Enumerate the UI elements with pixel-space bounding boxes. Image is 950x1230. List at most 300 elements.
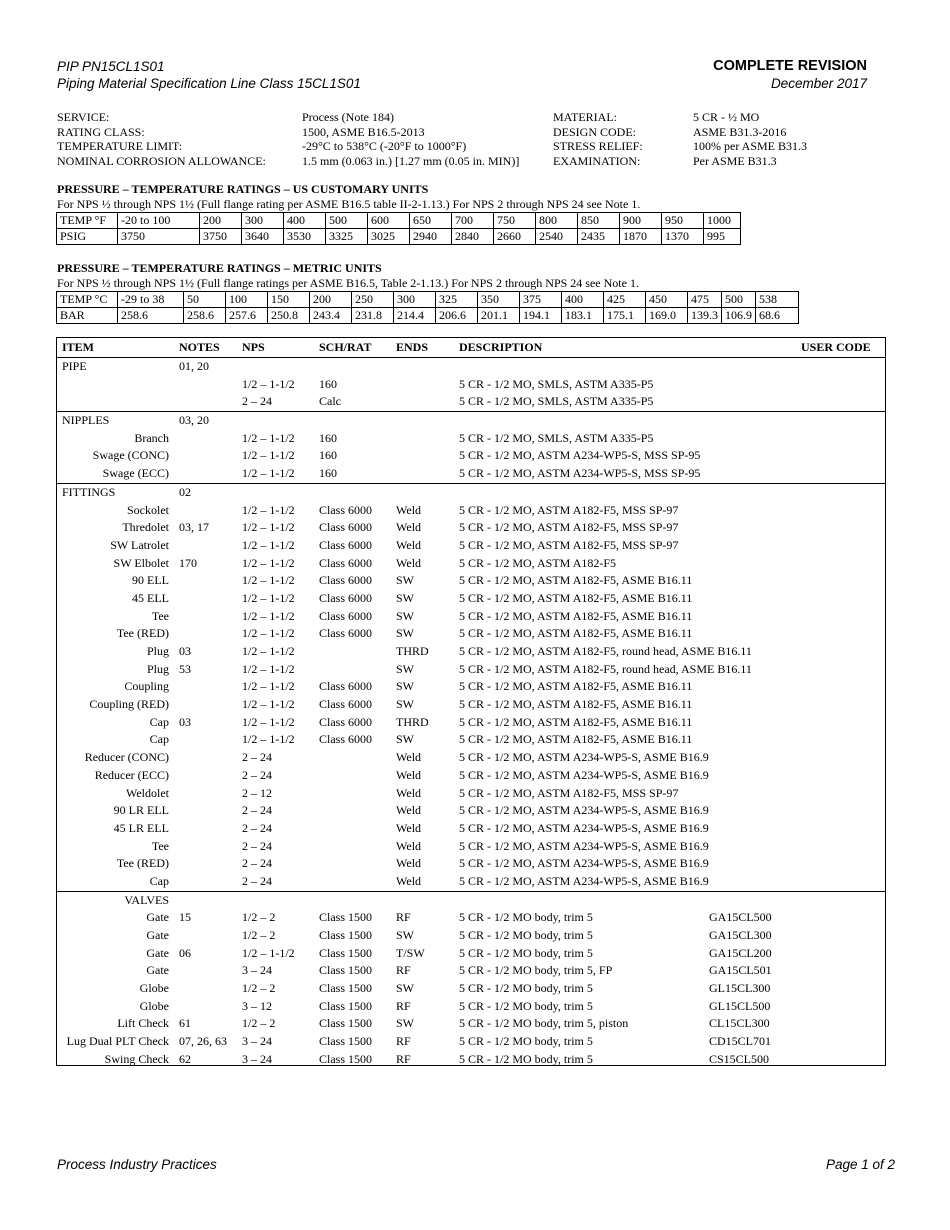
table-row bbox=[57, 785, 885, 803]
pressure-cell: 258.6 bbox=[118, 308, 184, 324]
sch-rat-cell: Class 6000 bbox=[319, 502, 373, 517]
pressure-cell: 68.6 bbox=[756, 308, 799, 324]
ends-cell: SW bbox=[396, 679, 414, 694]
item-cell: Branch bbox=[134, 430, 169, 445]
nps-cell: 2 – 24 bbox=[242, 394, 272, 409]
pressure-cell: 201.1 bbox=[478, 308, 520, 324]
table-row bbox=[57, 891, 885, 910]
nps-cell: 1/2 – 1-1/2 bbox=[242, 661, 295, 676]
item-cell: Lift Check bbox=[117, 1016, 169, 1031]
table-row bbox=[57, 678, 885, 696]
info-value: 5 CR - ½ MO bbox=[693, 110, 760, 124]
table-row bbox=[57, 696, 885, 714]
temp-cell: 300 bbox=[242, 213, 284, 229]
pressure-cell: 169.0 bbox=[646, 308, 688, 324]
col-item-header: ITEM bbox=[62, 340, 95, 354]
table-row bbox=[57, 555, 885, 573]
table-row bbox=[57, 393, 885, 411]
nps-cell: 2 – 12 bbox=[242, 785, 272, 800]
nps-cell: 1/2 – 1-1/2 bbox=[242, 590, 295, 605]
temp-cell: 450 bbox=[646, 292, 688, 308]
nps-cell: 1/2 – 1-1/2 bbox=[242, 644, 295, 658]
nps-cell: 1/2 – 1-1/2 bbox=[242, 679, 295, 694]
temp-cell: 50 bbox=[184, 292, 226, 308]
nps-cell: 1/2 – 1-1/2 bbox=[242, 714, 295, 729]
temp-label: TEMP °F bbox=[57, 213, 118, 229]
doc-id: PIP PN15CL1S01 bbox=[57, 59, 165, 74]
pressure-cell: 2840 bbox=[452, 229, 494, 245]
info-label: TEMPERATURE LIMIT: bbox=[57, 139, 183, 154]
table-row bbox=[57, 945, 885, 963]
user-code-cell: GA15CL501 bbox=[709, 963, 772, 978]
item-cell: Gate bbox=[146, 910, 169, 925]
description-cell: 5 CR - 1/2 MO, ASTM A234-WP5-S, ASME B16.9 bbox=[459, 873, 709, 888]
table-row bbox=[57, 1051, 885, 1069]
ends-cell: Weld bbox=[396, 555, 422, 570]
item-cell: Gate bbox=[146, 963, 169, 978]
pressure-cell: 1370 bbox=[662, 229, 704, 245]
temp-cell: 325 bbox=[436, 292, 478, 308]
temp-cell: 200 bbox=[310, 292, 352, 308]
item-cell: 90 LR ELL bbox=[113, 803, 169, 818]
description-cell: 5 CR - 1/2 MO, ASTM A182-F5, ASME B16.11 bbox=[459, 679, 693, 694]
components-table-header bbox=[57, 338, 885, 358]
info-label: STRESS RELIEF: bbox=[553, 139, 643, 154]
item-cell: FITTINGS bbox=[62, 484, 116, 499]
temp-cell: 350 bbox=[478, 292, 520, 308]
col-nps-header: NPS bbox=[242, 340, 265, 354]
ends-cell: SW bbox=[396, 590, 414, 605]
pressure-cell: 231.8 bbox=[352, 308, 394, 324]
description-cell: 5 CR - 1/2 MO, ASTM A234-WP5-S, ASME B16.9 bbox=[459, 803, 709, 818]
item-cell: Tee (RED) bbox=[116, 856, 169, 871]
nps-cell: 1/2 – 1-1/2 bbox=[242, 945, 295, 960]
pressure-cell: 3530 bbox=[284, 229, 326, 245]
temp-cell: 500 bbox=[326, 213, 368, 229]
notes-cell: 01, 20 bbox=[179, 359, 209, 373]
nps-cell: 1/2 – 1-1/2 bbox=[242, 466, 295, 481]
nps-cell: 2 – 24 bbox=[242, 767, 272, 782]
description-cell: 5 CR - 1/2 MO, ASTM A182-F5, round head, ASME B16.11 bbox=[459, 644, 752, 658]
item-cell: Reducer (ECC) bbox=[94, 767, 169, 782]
table-row bbox=[57, 998, 885, 1016]
sch-rat-cell: Calc bbox=[319, 394, 341, 409]
item-cell: Coupling (RED) bbox=[89, 697, 169, 712]
ends-cell: Weld bbox=[396, 767, 422, 782]
info-value: Per ASME B31.3 bbox=[693, 154, 777, 169]
us-ratings-table bbox=[56, 212, 741, 245]
table-row bbox=[57, 537, 885, 555]
ends-cell: SW bbox=[396, 697, 414, 712]
description-cell: 5 CR - 1/2 MO body, trim 5, FP bbox=[459, 963, 613, 978]
table-row bbox=[57, 519, 885, 537]
ends-cell: Weld bbox=[396, 820, 422, 835]
item-cell: Globe bbox=[139, 981, 169, 996]
pressure-row bbox=[57, 308, 799, 324]
table-row bbox=[57, 714, 885, 732]
table-row bbox=[57, 502, 885, 520]
notes-cell: 61 bbox=[179, 1016, 191, 1031]
table-row bbox=[57, 927, 885, 945]
pressure-cell: 1870 bbox=[620, 229, 662, 245]
nps-cell: 2 – 24 bbox=[242, 750, 272, 765]
ends-cell: Weld bbox=[396, 750, 422, 765]
col-desc-header: DESCRIPTION bbox=[459, 340, 543, 354]
description-cell: 5 CR - 1/2 MO, ASTM A234-WP5-S, MSS SP-95 bbox=[459, 466, 701, 481]
description-cell: 5 CR - 1/2 MO, ASTM A234-WP5-S, MSS SP-95 bbox=[459, 448, 701, 463]
description-cell: 5 CR - 1/2 MO, SMLS, ASTM A335-P5 bbox=[459, 430, 654, 445]
description-cell: 5 CR - 1/2 MO, ASTM A234-WP5-S, ASME B16.9 bbox=[459, 838, 709, 853]
nps-cell: 1/2 – 2 bbox=[242, 981, 276, 996]
ends-cell: THRD bbox=[396, 714, 429, 729]
document-header-left bbox=[57, 58, 361, 92]
footer-left: Process Industry Practices bbox=[57, 1157, 217, 1172]
item-cell: Swing Check bbox=[104, 1051, 169, 1066]
nps-cell: 1/2 – 1-1/2 bbox=[242, 502, 295, 517]
temp-cell: 400 bbox=[284, 213, 326, 229]
notes-cell: 03, 20 bbox=[179, 413, 209, 428]
sch-rat-cell: Class 6000 bbox=[319, 626, 373, 641]
nps-cell: 2 – 24 bbox=[242, 803, 272, 818]
nps-cell: 3 – 24 bbox=[242, 963, 272, 978]
description-cell: 5 CR - 1/2 MO body, trim 5 bbox=[459, 998, 593, 1013]
table-row bbox=[57, 465, 885, 483]
table-row bbox=[57, 838, 885, 856]
pressure-cell: 258.6 bbox=[184, 308, 226, 324]
item-cell: Cap bbox=[149, 873, 169, 888]
ends-cell: Weld bbox=[396, 838, 422, 853]
ends-cell: SW bbox=[396, 573, 414, 588]
item-cell: Cap bbox=[149, 732, 169, 747]
info-value: 1500, ASME B16.5-2013 bbox=[302, 124, 425, 139]
description-cell: 5 CR - 1/2 MO, ASTM A182-F5, ASME B16.11 bbox=[459, 626, 693, 641]
description-cell: 5 CR - 1/2 MO, ASTM A182-F5, ASME B16.11 bbox=[459, 697, 693, 712]
nps-cell: 3 – 12 bbox=[242, 998, 272, 1013]
user-code-cell: CS15CL500 bbox=[709, 1051, 770, 1066]
pressure-cell: 2660 bbox=[494, 229, 536, 245]
table-row bbox=[57, 767, 885, 785]
description-cell: 5 CR - 1/2 MO body, trim 5 bbox=[459, 981, 593, 996]
info-value: -29°C to 538°C (-20°F to 1000°F) bbox=[302, 139, 467, 154]
metric-ratings-note: For NPS ½ through NPS 1½ (Full flange ratings per ASME B16.5, Table 2-1.13.) For NPS 2 through NPS 24 see Note 1. bbox=[57, 276, 639, 290]
pressure-cell: 194.1 bbox=[520, 308, 562, 324]
notes-cell: 53 bbox=[179, 661, 191, 676]
notes-cell: 07, 26, 63 bbox=[179, 1034, 227, 1049]
temp-cell: 700 bbox=[452, 213, 494, 229]
us-ratings-note: For NPS ½ through NPS 1½ (Full flange rating per ASME B16.5 table II-2-1.13.) For NPS 2 through NPS 24 see Note 1. bbox=[57, 197, 641, 211]
item-cell: Swage (CONC) bbox=[92, 448, 169, 463]
info-value: Process (Note 184) bbox=[302, 110, 394, 124]
notes-cell: 03 bbox=[179, 644, 191, 658]
pressure-cell: 139.3 bbox=[688, 308, 722, 324]
ends-cell: SW bbox=[396, 608, 414, 623]
user-code-cell: CD15CL701 bbox=[709, 1034, 772, 1049]
ends-cell: RF bbox=[396, 963, 411, 978]
item-cell: Plug bbox=[146, 661, 169, 676]
notes-cell: 03 bbox=[179, 714, 191, 729]
temp-cell: 150 bbox=[268, 292, 310, 308]
temp-row bbox=[57, 292, 799, 308]
temp-cell: 425 bbox=[604, 292, 646, 308]
description-cell: 5 CR - 1/2 MO, ASTM A182-F5 bbox=[459, 555, 617, 570]
notes-cell: 02 bbox=[179, 484, 191, 499]
ends-cell: RF bbox=[396, 910, 411, 925]
nps-cell: 1/2 – 1-1/2 bbox=[242, 697, 295, 712]
item-cell: Sockolet bbox=[127, 502, 169, 517]
temp-cell: -29 to 38 bbox=[118, 292, 184, 308]
info-left-labels bbox=[57, 110, 266, 169]
nps-cell: 3 – 24 bbox=[242, 1051, 272, 1066]
sch-rat-cell: Class 6000 bbox=[319, 520, 373, 535]
description-cell: 5 CR - 1/2 MO, ASTM A182-F5, ASME B16.11 bbox=[459, 608, 693, 623]
pressure-cell: 3640 bbox=[242, 229, 284, 245]
sch-rat-cell: Class 1500 bbox=[319, 998, 373, 1013]
temp-cell: 400 bbox=[562, 292, 604, 308]
user-code-cell: GL15CL300 bbox=[709, 981, 771, 996]
description-cell: 5 CR - 1/2 MO, ASTM A182-F5, MSS SP-97 bbox=[459, 785, 679, 800]
sch-rat-cell: Class 6000 bbox=[319, 732, 373, 747]
nps-cell: 2 – 24 bbox=[242, 838, 272, 853]
info-value: ASME B31.3-2016 bbox=[693, 124, 787, 139]
user-code-cell: GA15CL500 bbox=[709, 910, 772, 925]
pressure-cell: 175.1 bbox=[604, 308, 646, 324]
notes-cell: 62 bbox=[179, 1051, 191, 1066]
notes-cell: 06 bbox=[179, 945, 191, 960]
info-label: DESIGN CODE: bbox=[553, 124, 636, 139]
user-code-cell: GA15CL300 bbox=[709, 928, 772, 942]
pressure-label: PSIG bbox=[57, 229, 118, 245]
description-cell: 5 CR - 1/2 MO, ASTM A182-F5, ASME B16.11 bbox=[459, 573, 693, 588]
notes-cell: 03, 17 bbox=[179, 520, 209, 535]
info-label: MATERIAL: bbox=[553, 110, 617, 124]
item-cell: PIPE bbox=[62, 359, 87, 373]
temp-cell: 800 bbox=[536, 213, 578, 229]
description-cell: 5 CR - 1/2 MO body, trim 5 bbox=[459, 945, 593, 960]
description-cell: 5 CR - 1/2 MO, ASTM A234-WP5-S, ASME B16.9 bbox=[459, 820, 709, 835]
ends-cell: Weld bbox=[396, 502, 422, 517]
table-row bbox=[57, 358, 885, 376]
item-cell: Reducer (CONC) bbox=[84, 750, 169, 765]
table-row bbox=[57, 447, 885, 465]
item-cell: Tee (RED) bbox=[116, 626, 169, 641]
temp-cell: 850 bbox=[578, 213, 620, 229]
nps-cell: 1/2 – 1-1/2 bbox=[242, 448, 295, 463]
us-ratings-title: PRESSURE – TEMPERATURE RATINGS – US CUSTOMARY UNITS bbox=[57, 182, 429, 196]
col-sch-header: SCH/RAT bbox=[319, 340, 372, 354]
pressure-cell: 995 bbox=[704, 229, 741, 245]
doc-title: Piping Material Specification Line Class 15CL1S01 bbox=[57, 76, 361, 91]
nps-cell: 1/2 – 2 bbox=[242, 928, 276, 942]
temp-cell: 650 bbox=[410, 213, 452, 229]
ends-cell: THRD bbox=[396, 644, 429, 658]
sch-rat-cell: 160 bbox=[319, 430, 337, 445]
description-cell: 5 CR - 1/2 MO body, trim 5 bbox=[459, 910, 593, 925]
item-cell: SW Elbolet bbox=[113, 555, 169, 570]
notes-cell: 170 bbox=[179, 555, 197, 570]
pressure-cell: 257.6 bbox=[226, 308, 268, 324]
table-row bbox=[57, 962, 885, 980]
temp-cell: 100 bbox=[226, 292, 268, 308]
table-row bbox=[57, 483, 885, 502]
sch-rat-cell: 160 bbox=[319, 376, 337, 391]
table-row bbox=[57, 873, 885, 891]
ends-cell: T/SW bbox=[396, 945, 425, 960]
pressure-cell: 2940 bbox=[410, 229, 452, 245]
pressure-cell: 3325 bbox=[326, 229, 368, 245]
description-cell: 5 CR - 1/2 MO, ASTM A182-F5, round head, ASME B16.11 bbox=[459, 661, 752, 676]
table-row bbox=[57, 980, 885, 998]
nps-cell: 2 – 24 bbox=[242, 873, 272, 888]
table-row bbox=[57, 1033, 885, 1051]
sch-rat-cell: Class 1500 bbox=[319, 1034, 373, 1049]
ends-cell: SW bbox=[396, 661, 414, 676]
temp-cell: 250 bbox=[352, 292, 394, 308]
table-row bbox=[57, 643, 885, 661]
table-row bbox=[57, 572, 885, 590]
sch-rat-cell: 160 bbox=[319, 448, 337, 463]
info-left-values bbox=[302, 110, 519, 169]
ends-cell: SW bbox=[396, 732, 414, 747]
pressure-cell: 3750 bbox=[200, 229, 242, 245]
temp-cell: -20 to 100 bbox=[118, 213, 200, 229]
item-cell: VALVES bbox=[124, 892, 169, 907]
pressure-cell: 2435 bbox=[578, 229, 620, 245]
nps-cell: 1/2 – 1-1/2 bbox=[242, 732, 295, 747]
description-cell: 5 CR - 1/2 MO, SMLS, ASTM A335-P5 bbox=[459, 394, 654, 409]
pressure-cell: 214.4 bbox=[394, 308, 436, 324]
item-cell: Tee bbox=[151, 608, 169, 623]
sch-rat-cell: Class 1500 bbox=[319, 910, 373, 925]
info-label: SERVICE: bbox=[57, 110, 110, 124]
pressure-cell: 3025 bbox=[368, 229, 410, 245]
ends-cell: Weld bbox=[396, 520, 422, 535]
temp-cell: 950 bbox=[662, 213, 704, 229]
sch-rat-cell: Class 6000 bbox=[319, 537, 373, 552]
item-cell: Swage (ECC) bbox=[102, 466, 169, 481]
description-cell: 5 CR - 1/2 MO, ASTM A234-WP5-S, ASME B16.9 bbox=[459, 750, 709, 765]
table-row bbox=[57, 608, 885, 626]
description-cell: 5 CR - 1/2 MO, ASTM A182-F5, ASME B16.11 bbox=[459, 732, 693, 747]
description-cell: 5 CR - 1/2 MO body, trim 5 bbox=[459, 928, 593, 942]
temp-cell: 900 bbox=[620, 213, 662, 229]
description-cell: 5 CR - 1/2 MO, ASTM A182-F5, MSS SP-97 bbox=[459, 520, 679, 535]
ends-cell: SW bbox=[396, 928, 414, 942]
sch-rat-cell: Class 6000 bbox=[319, 573, 373, 588]
table-row bbox=[57, 749, 885, 767]
temp-cell: 475 bbox=[688, 292, 722, 308]
item-cell: Lug Dual PLT Check bbox=[66, 1034, 169, 1049]
item-cell: NIPPLES bbox=[62, 413, 110, 428]
nps-cell: 2 – 24 bbox=[242, 856, 272, 871]
user-code-cell: GA15CL200 bbox=[709, 945, 772, 960]
sch-rat-cell: Class 1500 bbox=[319, 945, 373, 960]
info-value: 1.5 mm (0.063 in.) [1.27 mm (0.05 in. MIN)] bbox=[302, 154, 520, 169]
ends-cell: RF bbox=[396, 1051, 411, 1066]
item-cell: SW Latrolet bbox=[110, 537, 169, 552]
item-cell: 90 ELL bbox=[132, 573, 169, 588]
nps-cell: 3 – 24 bbox=[242, 1034, 272, 1049]
item-cell: 45 LR ELL bbox=[113, 820, 169, 835]
metric-ratings-title: PRESSURE – TEMPERATURE RATINGS – METRIC UNITS bbox=[57, 261, 382, 275]
pressure-cell: 2540 bbox=[536, 229, 578, 245]
description-cell: 5 CR - 1/2 MO, ASTM A234-WP5-S, ASME B16.9 bbox=[459, 856, 709, 871]
item-cell: Coupling bbox=[124, 679, 169, 694]
table-row bbox=[57, 802, 885, 820]
temp-cell: 600 bbox=[368, 213, 410, 229]
sch-rat-cell: 160 bbox=[319, 466, 337, 481]
ends-cell: Weld bbox=[396, 856, 422, 871]
item-cell: Thredolet bbox=[122, 520, 169, 535]
temp-cell: 300 bbox=[394, 292, 436, 308]
col-ends-header: ENDS bbox=[396, 340, 429, 354]
temp-cell: 500 bbox=[722, 292, 756, 308]
nps-cell: 1/2 – 1-1/2 bbox=[242, 376, 295, 391]
pressure-cell: 183.1 bbox=[562, 308, 604, 324]
table-row bbox=[57, 820, 885, 838]
pressure-row bbox=[57, 229, 741, 245]
sch-rat-cell: Class 6000 bbox=[319, 608, 373, 623]
sch-rat-cell: Class 6000 bbox=[319, 697, 373, 712]
sch-rat-cell: Class 6000 bbox=[319, 590, 373, 605]
sch-rat-cell: Class 1500 bbox=[319, 963, 373, 978]
table-row bbox=[57, 625, 885, 643]
description-cell: 5 CR - 1/2 MO, SMLS, ASTM A335-P5 bbox=[459, 376, 654, 391]
pressure-label: BAR bbox=[57, 308, 118, 324]
sch-rat-cell: Class 6000 bbox=[319, 555, 373, 570]
ends-cell: Weld bbox=[396, 537, 422, 552]
ends-cell: Weld bbox=[396, 785, 422, 800]
revision-label: COMPLETE REVISION bbox=[713, 58, 867, 74]
pressure-cell: 3750 bbox=[118, 229, 200, 245]
sch-rat-cell: Class 1500 bbox=[319, 1051, 373, 1066]
info-label: EXAMINATION: bbox=[553, 154, 641, 169]
user-code-cell: CL15CL300 bbox=[709, 1016, 770, 1031]
temp-cell: 538 bbox=[756, 292, 799, 308]
nps-cell: 1/2 – 1-1/2 bbox=[242, 555, 295, 570]
item-cell: Weldolet bbox=[125, 785, 169, 800]
table-row bbox=[57, 731, 885, 749]
info-right-labels bbox=[553, 110, 643, 169]
temp-row bbox=[57, 213, 741, 229]
table-row bbox=[57, 909, 885, 927]
nps-cell: 1/2 – 2 bbox=[242, 1016, 276, 1031]
item-cell: Globe bbox=[139, 998, 169, 1013]
temp-label: TEMP °C bbox=[57, 292, 118, 308]
notes-cell: 15 bbox=[179, 910, 191, 925]
description-cell: 5 CR - 1/2 MO, ASTM A182-F5, MSS SP-97 bbox=[459, 502, 679, 517]
table-row bbox=[57, 590, 885, 608]
item-cell: Plug bbox=[146, 644, 169, 658]
metric-ratings-table bbox=[56, 291, 799, 324]
pressure-cell: 250.8 bbox=[268, 308, 310, 324]
ends-cell: RF bbox=[396, 1034, 411, 1049]
description-cell: 5 CR - 1/2 MO, ASTM A182-F5, ASME B16.11 bbox=[459, 590, 693, 605]
nps-cell: 2 – 24 bbox=[242, 820, 272, 835]
sch-rat-cell: Class 1500 bbox=[319, 1016, 373, 1031]
description-cell: 5 CR - 1/2 MO, ASTM A234-WP5-S, ASME B16.9 bbox=[459, 767, 709, 782]
col-notes-header: NOTES bbox=[179, 340, 220, 354]
sch-rat-cell: Class 1500 bbox=[319, 928, 373, 942]
table-row bbox=[57, 411, 885, 430]
ends-cell: Weld bbox=[396, 873, 422, 888]
pressure-cell: 206.6 bbox=[436, 308, 478, 324]
sch-rat-cell: Class 6000 bbox=[319, 714, 373, 729]
table-row bbox=[57, 376, 885, 394]
ends-cell: SW bbox=[396, 981, 414, 996]
item-cell: Tee bbox=[151, 838, 169, 853]
revision-date: December 2017 bbox=[770, 76, 867, 91]
ends-cell: RF bbox=[396, 998, 411, 1013]
